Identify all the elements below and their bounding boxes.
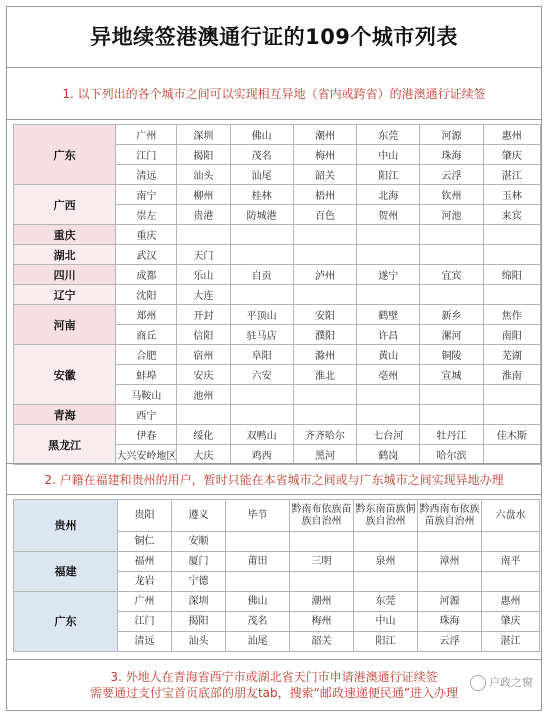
city-cell: 新乡 bbox=[420, 305, 483, 325]
city-cell: 双鸭山 bbox=[230, 425, 293, 445]
table-row bbox=[14, 552, 540, 572]
city-cell: 来宾 bbox=[483, 205, 540, 225]
city-cell: 天门 bbox=[177, 245, 230, 265]
city-cell bbox=[177, 225, 230, 245]
note-3 bbox=[7, 669, 541, 701]
city-cell: 潮州 bbox=[290, 592, 354, 612]
city-cell: 阳江 bbox=[354, 632, 418, 652]
city-cell: 乐山 bbox=[177, 265, 230, 285]
city-cell: 宿州 bbox=[177, 345, 230, 365]
city-cell bbox=[357, 285, 420, 305]
page-title: 异地续签港澳通行证的109个城市列表 bbox=[7, 7, 541, 68]
city-cell: 贺州 bbox=[357, 205, 420, 225]
city-cell: 商丘 bbox=[116, 325, 177, 345]
city-cell: 宁德 bbox=[172, 572, 226, 592]
city-cell bbox=[357, 385, 420, 405]
city-table-1 bbox=[13, 124, 541, 465]
table-row bbox=[14, 305, 541, 325]
city-cell: 中山 bbox=[354, 612, 418, 632]
city-cell: 贵港 bbox=[177, 205, 230, 225]
city-cell: 牡丹江 bbox=[420, 425, 483, 445]
province-cell: 湖北 bbox=[14, 245, 116, 265]
city-cell: 清远 bbox=[118, 632, 172, 652]
city-cell: 安阳 bbox=[293, 305, 356, 325]
city-cell: 汕尾 bbox=[230, 165, 293, 185]
city-cell: 沈阳 bbox=[116, 285, 177, 305]
city-cell bbox=[293, 245, 356, 265]
city-cell: 阳江 bbox=[357, 165, 420, 185]
table-row bbox=[14, 345, 541, 365]
city-cell: 中山 bbox=[357, 145, 420, 165]
city-cell bbox=[293, 285, 356, 305]
city-cell bbox=[357, 245, 420, 265]
city-cell bbox=[483, 225, 540, 245]
city-cell: 南阳 bbox=[483, 325, 540, 345]
city-cell: 东莞 bbox=[354, 592, 418, 612]
document-frame bbox=[6, 6, 542, 711]
province-cell: 广东 bbox=[14, 125, 116, 185]
city-cell: 珠海 bbox=[420, 145, 483, 165]
city-cell: 许昌 bbox=[357, 325, 420, 345]
province-cell: 辽宁 bbox=[14, 285, 116, 305]
note-3-line-2: 需要通过支付宝首页底部的朋友tab，搜索“邮政速递便民通”进入办理 bbox=[89, 686, 459, 700]
city-cell: 平顶山 bbox=[230, 305, 293, 325]
table-row bbox=[14, 185, 541, 205]
province-cell: 广东 bbox=[14, 592, 118, 652]
city-cell bbox=[354, 572, 418, 592]
city-cell: 潮州 bbox=[293, 125, 356, 145]
city-cell: 濮阳 bbox=[293, 325, 356, 345]
table-row bbox=[14, 125, 541, 145]
city-cell: 钦州 bbox=[420, 185, 483, 205]
note-3-line-1: 3. 外地人在青海省西宁市或湖北省天门市申请港澳通行证续签 bbox=[110, 670, 438, 684]
city-cell: 哈尔滨 bbox=[420, 445, 483, 465]
city-cell bbox=[483, 245, 540, 265]
city-cell: 漳州 bbox=[418, 552, 482, 572]
city-cell: 惠州 bbox=[482, 592, 540, 612]
city-cell: 河池 bbox=[420, 205, 483, 225]
table-row bbox=[14, 592, 540, 612]
city-cell: 芜湖 bbox=[483, 345, 540, 365]
city-cell bbox=[293, 405, 356, 425]
city-cell: 珠海 bbox=[418, 612, 482, 632]
city-cell: 大兴安岭地区 bbox=[116, 445, 177, 465]
city-cell: 厦门 bbox=[172, 552, 226, 572]
city-cell bbox=[483, 385, 540, 405]
city-cell: 广州 bbox=[118, 592, 172, 612]
city-cell bbox=[230, 285, 293, 305]
city-cell: 绥化 bbox=[177, 425, 230, 445]
city-cell: 泸州 bbox=[293, 265, 356, 285]
city-cell bbox=[177, 405, 230, 425]
city-cell: 北海 bbox=[357, 185, 420, 205]
city-cell: 茂名 bbox=[226, 612, 290, 632]
city-cell bbox=[483, 445, 540, 465]
wechat-logo-icon bbox=[470, 675, 486, 691]
note-1: 1. 以下列出的各个城市之间可以实现相互异地（省内或跨省）的港澳通行证续签 bbox=[62, 87, 486, 101]
city-cell: 黔西南布依族苗族自治州 bbox=[418, 500, 482, 532]
city-cell: 六安 bbox=[230, 365, 293, 385]
city-cell: 玉林 bbox=[483, 185, 540, 205]
city-cell bbox=[357, 405, 420, 425]
city-cell: 韶关 bbox=[290, 632, 354, 652]
city-cell: 佳木斯 bbox=[483, 425, 540, 445]
city-cell bbox=[420, 385, 483, 405]
city-cell bbox=[420, 225, 483, 245]
city-cell: 泉州 bbox=[354, 552, 418, 572]
city-cell: 黄山 bbox=[357, 345, 420, 365]
city-cell bbox=[290, 572, 354, 592]
city-cell: 防城港 bbox=[230, 205, 293, 225]
city-cell: 梅州 bbox=[293, 145, 356, 165]
city-cell: 贵阳 bbox=[118, 500, 172, 532]
city-cell bbox=[230, 385, 293, 405]
table-row bbox=[14, 425, 541, 445]
city-cell: 安顺 bbox=[172, 532, 226, 552]
city-cell: 福州 bbox=[118, 552, 172, 572]
watermark-text: 户政之窗 bbox=[489, 676, 533, 689]
city-cell bbox=[357, 225, 420, 245]
province-cell: 贵州 bbox=[14, 500, 118, 552]
city-cell bbox=[418, 532, 482, 552]
divider bbox=[7, 119, 541, 120]
city-cell: 伊春 bbox=[116, 425, 177, 445]
city-cell: 开封 bbox=[177, 305, 230, 325]
city-table-2 bbox=[13, 499, 540, 652]
city-cell: 河源 bbox=[418, 592, 482, 612]
city-cell bbox=[420, 245, 483, 265]
city-cell: 合肥 bbox=[116, 345, 177, 365]
city-cell: 遂宁 bbox=[357, 265, 420, 285]
city-cell: 汕头 bbox=[172, 632, 226, 652]
city-cell: 南平 bbox=[482, 552, 540, 572]
city-cell: 安庆 bbox=[177, 365, 230, 385]
city-cell: 宜宾 bbox=[420, 265, 483, 285]
city-cell: 池州 bbox=[177, 385, 230, 405]
city-cell: 崇左 bbox=[116, 205, 177, 225]
city-cell: 茂名 bbox=[230, 145, 293, 165]
city-cell: 南宁 bbox=[116, 185, 177, 205]
province-cell: 四川 bbox=[14, 265, 116, 285]
city-cell: 大连 bbox=[177, 285, 230, 305]
table-row bbox=[14, 285, 541, 305]
note-2: 2. 户籍在福建和贵州的用户，暂时只能在本省城市之间或与广东城市之间实现异地办理 bbox=[44, 473, 504, 487]
city-cell: 莆田 bbox=[226, 552, 290, 572]
city-cell: 广州 bbox=[116, 125, 177, 145]
city-cell: 深圳 bbox=[172, 592, 226, 612]
city-cell: 汕尾 bbox=[226, 632, 290, 652]
province-cell: 广西 bbox=[14, 185, 116, 225]
city-cell: 武汉 bbox=[116, 245, 177, 265]
table-row bbox=[14, 405, 541, 425]
city-cell: 揭阳 bbox=[172, 612, 226, 632]
table-row bbox=[14, 500, 540, 532]
divider bbox=[7, 463, 541, 464]
city-cell bbox=[230, 225, 293, 245]
city-cell bbox=[230, 245, 293, 265]
city-cell: 云浮 bbox=[420, 165, 483, 185]
city-cell: 淮南 bbox=[483, 365, 540, 385]
city-cell: 漯河 bbox=[420, 325, 483, 345]
city-cell: 佛山 bbox=[230, 125, 293, 145]
city-cell bbox=[482, 532, 540, 552]
table-row bbox=[14, 245, 541, 265]
city-cell: 成都 bbox=[116, 265, 177, 285]
city-cell: 阜阳 bbox=[230, 345, 293, 365]
city-cell: 重庆 bbox=[116, 225, 177, 245]
province-cell: 青海 bbox=[14, 405, 116, 425]
city-cell: 黔东南苗族侗族自治州 bbox=[354, 500, 418, 532]
city-cell: 蚌埠 bbox=[116, 365, 177, 385]
city-cell: 肇庆 bbox=[483, 145, 540, 165]
city-cell: 滁州 bbox=[293, 345, 356, 365]
city-cell: 鹤岗 bbox=[357, 445, 420, 465]
city-cell bbox=[293, 225, 356, 245]
table-row bbox=[14, 265, 541, 285]
city-cell: 黑河 bbox=[293, 445, 356, 465]
city-cell: 柳州 bbox=[177, 185, 230, 205]
city-cell: 东莞 bbox=[357, 125, 420, 145]
city-cell: 揭阳 bbox=[177, 145, 230, 165]
city-cell: 梧州 bbox=[293, 185, 356, 205]
city-cell: 马鞍山 bbox=[116, 385, 177, 405]
city-cell bbox=[354, 532, 418, 552]
watermark bbox=[463, 670, 533, 696]
city-cell: 绵阳 bbox=[483, 265, 540, 285]
city-cell: 亳州 bbox=[357, 365, 420, 385]
city-cell: 云浮 bbox=[418, 632, 482, 652]
city-cell: 湛江 bbox=[482, 632, 540, 652]
table-row bbox=[14, 225, 541, 245]
province-cell: 重庆 bbox=[14, 225, 116, 245]
city-cell: 淮北 bbox=[293, 365, 356, 385]
city-cell: 鸡西 bbox=[230, 445, 293, 465]
city-cell: 百色 bbox=[293, 205, 356, 225]
divider bbox=[7, 494, 541, 495]
city-cell: 三明 bbox=[290, 552, 354, 572]
city-cell: 驻马店 bbox=[230, 325, 293, 345]
city-cell: 江门 bbox=[118, 612, 172, 632]
city-cell: 铜陵 bbox=[420, 345, 483, 365]
city-cell bbox=[483, 405, 540, 425]
province-cell: 黑龙江 bbox=[14, 425, 116, 465]
city-cell bbox=[420, 405, 483, 425]
city-cell bbox=[290, 532, 354, 552]
city-cell: 郑州 bbox=[116, 305, 177, 325]
city-cell: 宣城 bbox=[420, 365, 483, 385]
city-cell: 清远 bbox=[116, 165, 177, 185]
city-cell: 桂林 bbox=[230, 185, 293, 205]
city-cell: 信阳 bbox=[177, 325, 230, 345]
city-cell: 七台河 bbox=[357, 425, 420, 445]
city-cell: 佛山 bbox=[226, 592, 290, 612]
divider bbox=[7, 659, 541, 660]
city-cell: 黔南布依族苗族自治州 bbox=[290, 500, 354, 532]
city-cell bbox=[418, 572, 482, 592]
city-cell bbox=[230, 405, 293, 425]
city-cell bbox=[482, 572, 540, 592]
province-cell: 福建 bbox=[14, 552, 118, 592]
city-cell: 鹤壁 bbox=[357, 305, 420, 325]
city-cell: 自贡 bbox=[230, 265, 293, 285]
city-cell bbox=[293, 385, 356, 405]
city-cell: 六盘水 bbox=[482, 500, 540, 532]
city-cell: 遵义 bbox=[172, 500, 226, 532]
city-cell: 龙岩 bbox=[118, 572, 172, 592]
city-cell: 湛江 bbox=[483, 165, 540, 185]
city-cell: 河源 bbox=[420, 125, 483, 145]
city-cell: 铜仁 bbox=[118, 532, 172, 552]
city-cell: 惠州 bbox=[483, 125, 540, 145]
province-cell: 安徽 bbox=[14, 345, 116, 405]
city-cell: 江门 bbox=[116, 145, 177, 165]
city-cell: 大庆 bbox=[177, 445, 230, 465]
city-cell: 焦作 bbox=[483, 305, 540, 325]
city-cell: 深圳 bbox=[177, 125, 230, 145]
city-cell: 韶关 bbox=[293, 165, 356, 185]
city-cell: 齐齐哈尔 bbox=[293, 425, 356, 445]
city-cell: 毕节 bbox=[226, 500, 290, 532]
city-cell bbox=[226, 572, 290, 592]
city-cell: 汕头 bbox=[177, 165, 230, 185]
city-cell: 梅州 bbox=[290, 612, 354, 632]
city-cell bbox=[483, 285, 540, 305]
city-cell: 西宁 bbox=[116, 405, 177, 425]
city-cell bbox=[420, 285, 483, 305]
city-cell bbox=[226, 532, 290, 552]
city-cell: 肇庆 bbox=[482, 612, 540, 632]
province-cell: 河南 bbox=[14, 305, 116, 345]
